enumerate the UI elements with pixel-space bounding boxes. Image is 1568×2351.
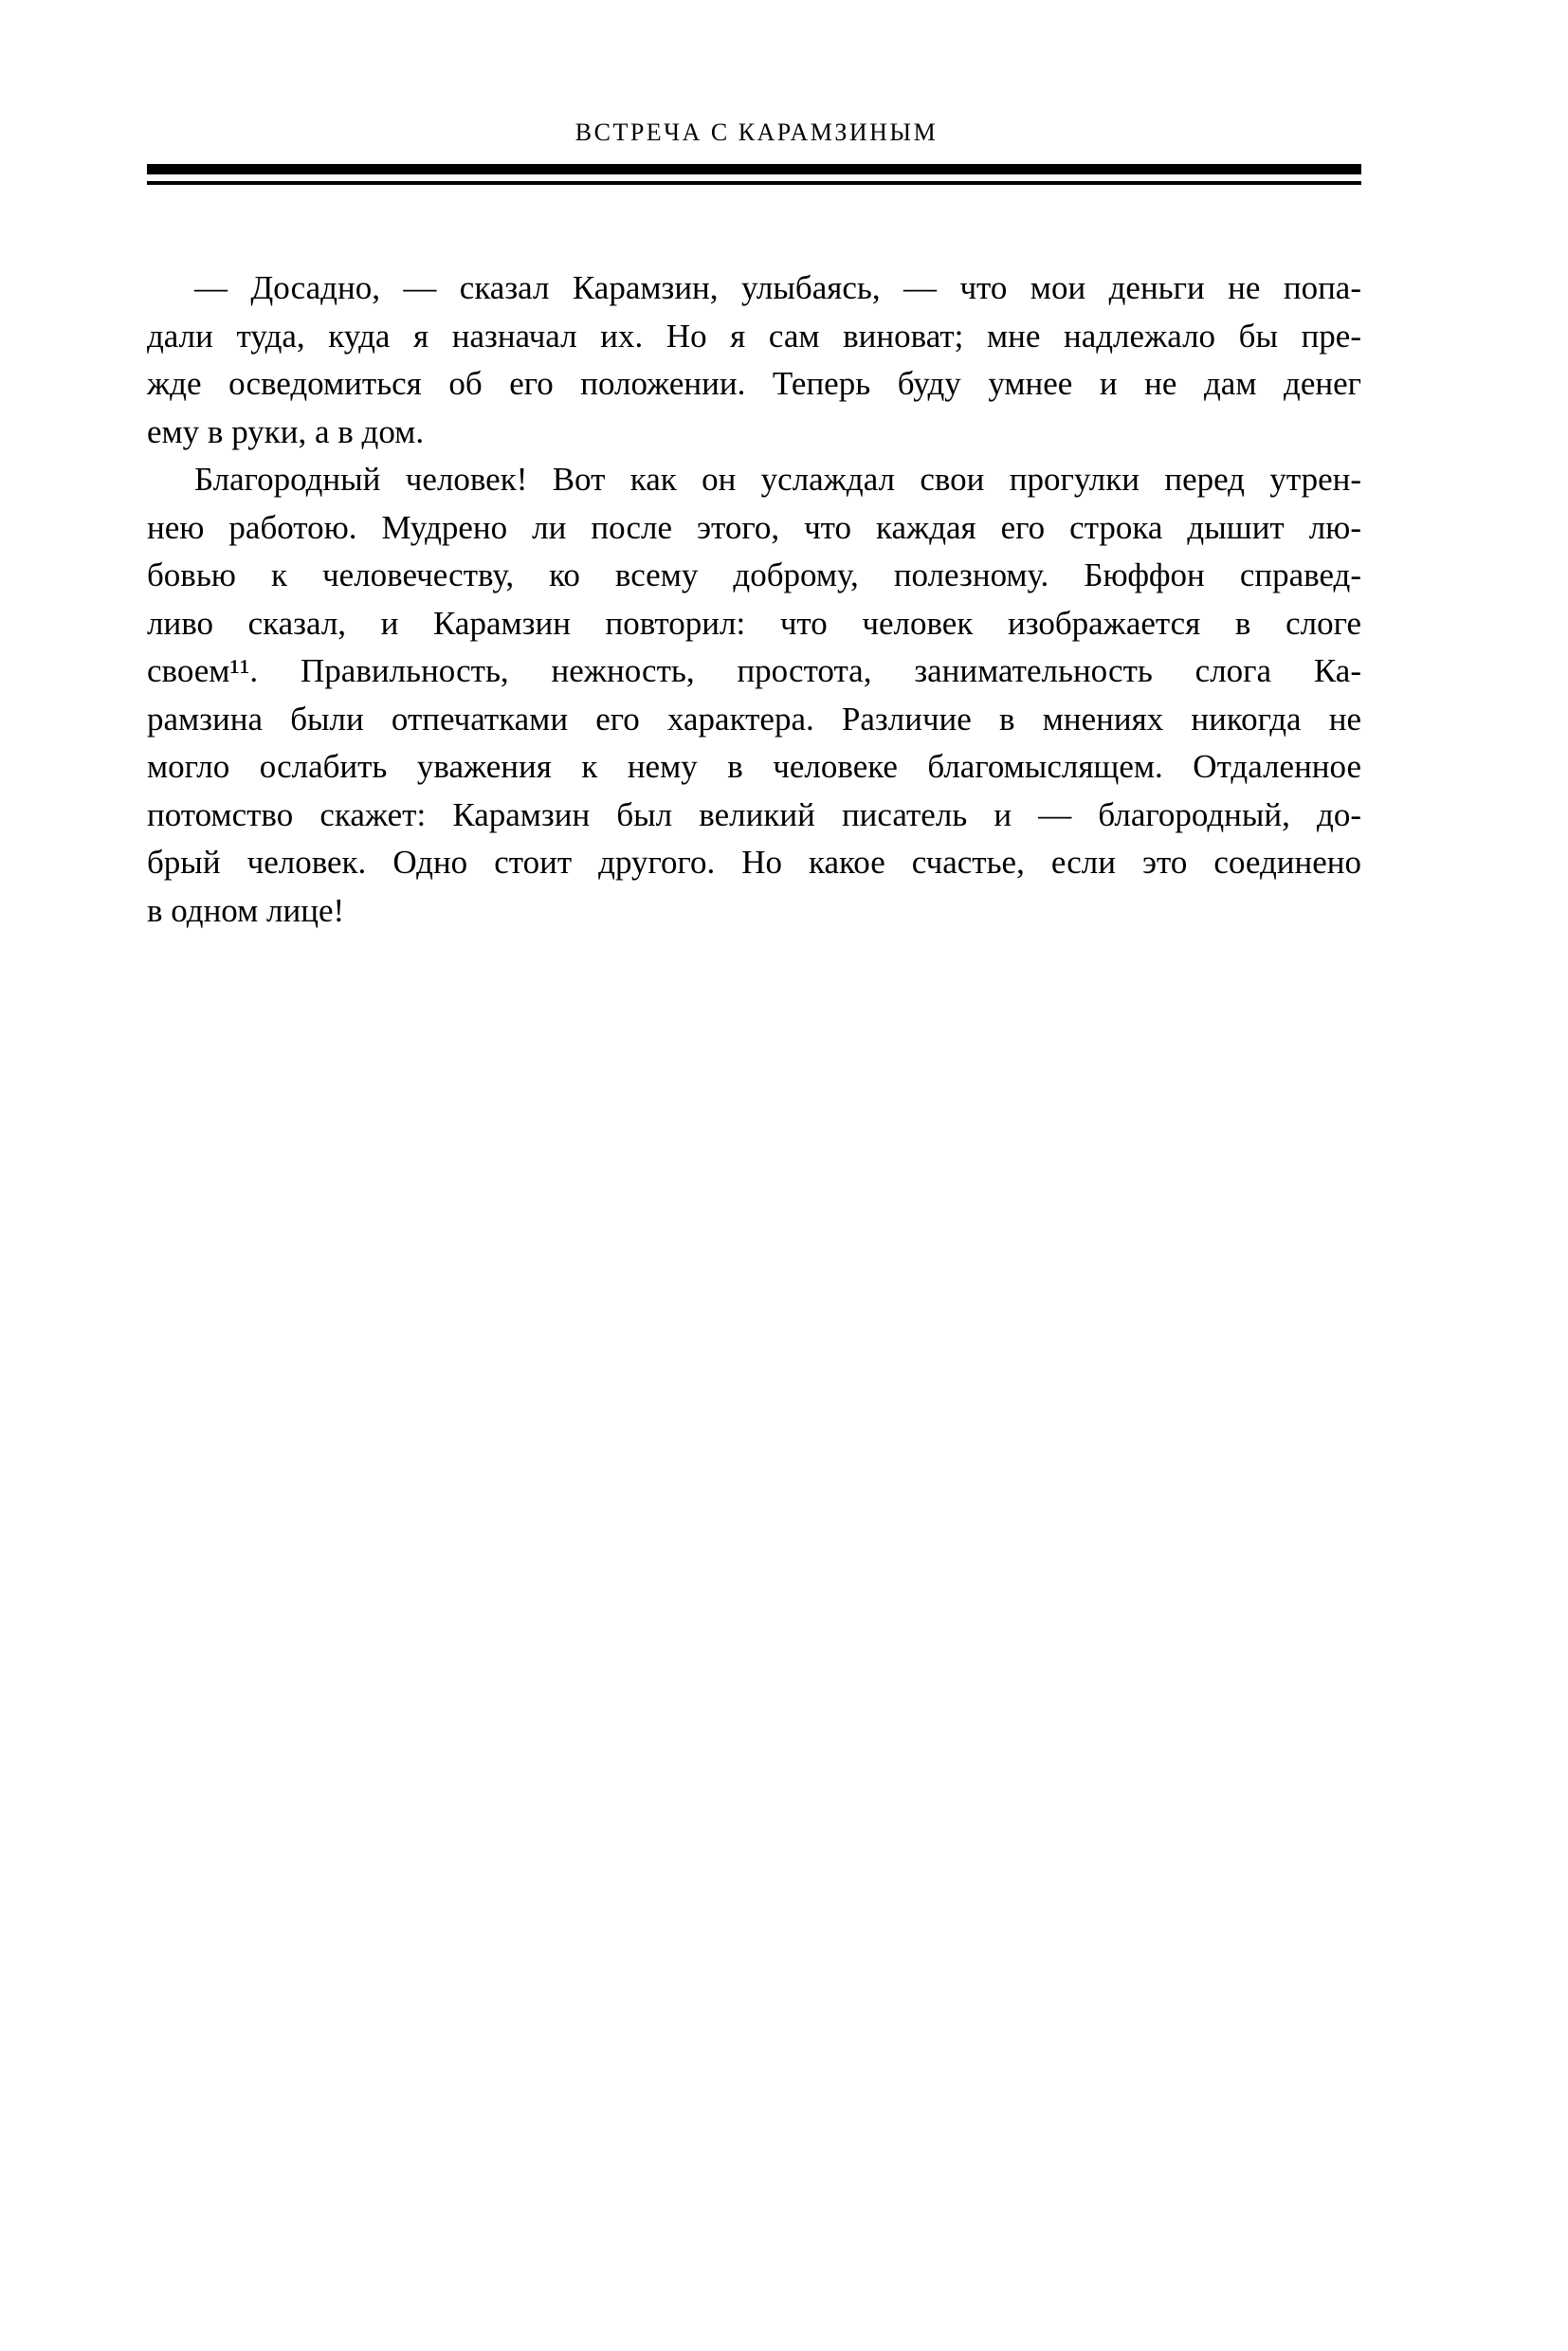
text-line: рамзина были отпечатками его характера. Различие в мнениях никогда не xyxy=(147,700,1361,738)
body-text xyxy=(147,264,1361,935)
header-rule-thin xyxy=(147,181,1361,185)
text-line: ливо сказал, и Карамзин повторил: что человек изображается в слоге xyxy=(147,604,1361,642)
text-line: ему в руки, а в дом. xyxy=(147,412,425,450)
text-line: брый человек. Одно стоит другого. Но какое счастье, если это соединено xyxy=(147,844,1361,881)
text-line: могло ослабить уважения к нему в человеке благомыслящем. Отдаленное xyxy=(147,748,1361,785)
text-line: бовью к человечеству, ко всему доброму, полезному. Бюффон справед- xyxy=(147,556,1361,593)
text-line: жде осведомиться об его положении. Теперь буду умнее и не дам денег xyxy=(147,365,1361,402)
text-line: своем¹¹. Правильность, нежность, простота, занимательность слога Ка- xyxy=(147,652,1361,689)
text-line: дали туда, куда я назначал их. Но я сам виноват; мне надлежало бы пре- xyxy=(147,317,1361,355)
text-line: потомство скажет: Карамзин был великий писатель и — благородный, до- xyxy=(147,795,1361,833)
running-header: ВСТРЕЧА С КАРАМЗИНЫМ xyxy=(574,118,939,146)
text-line: Благородный человек! Вот как он услаждал свои прогулки перед утрен- xyxy=(194,461,1361,498)
text-line: в одном лице! xyxy=(147,891,345,929)
text-line: нею работою. Мудрено ли после этого, что каждая его строка дышит лю- xyxy=(147,508,1361,546)
text-line: — Досадно, — сказал Карамзин, улыбаясь, — что мои деньги не попа- xyxy=(194,269,1361,306)
header-rule-thick xyxy=(147,164,1361,174)
